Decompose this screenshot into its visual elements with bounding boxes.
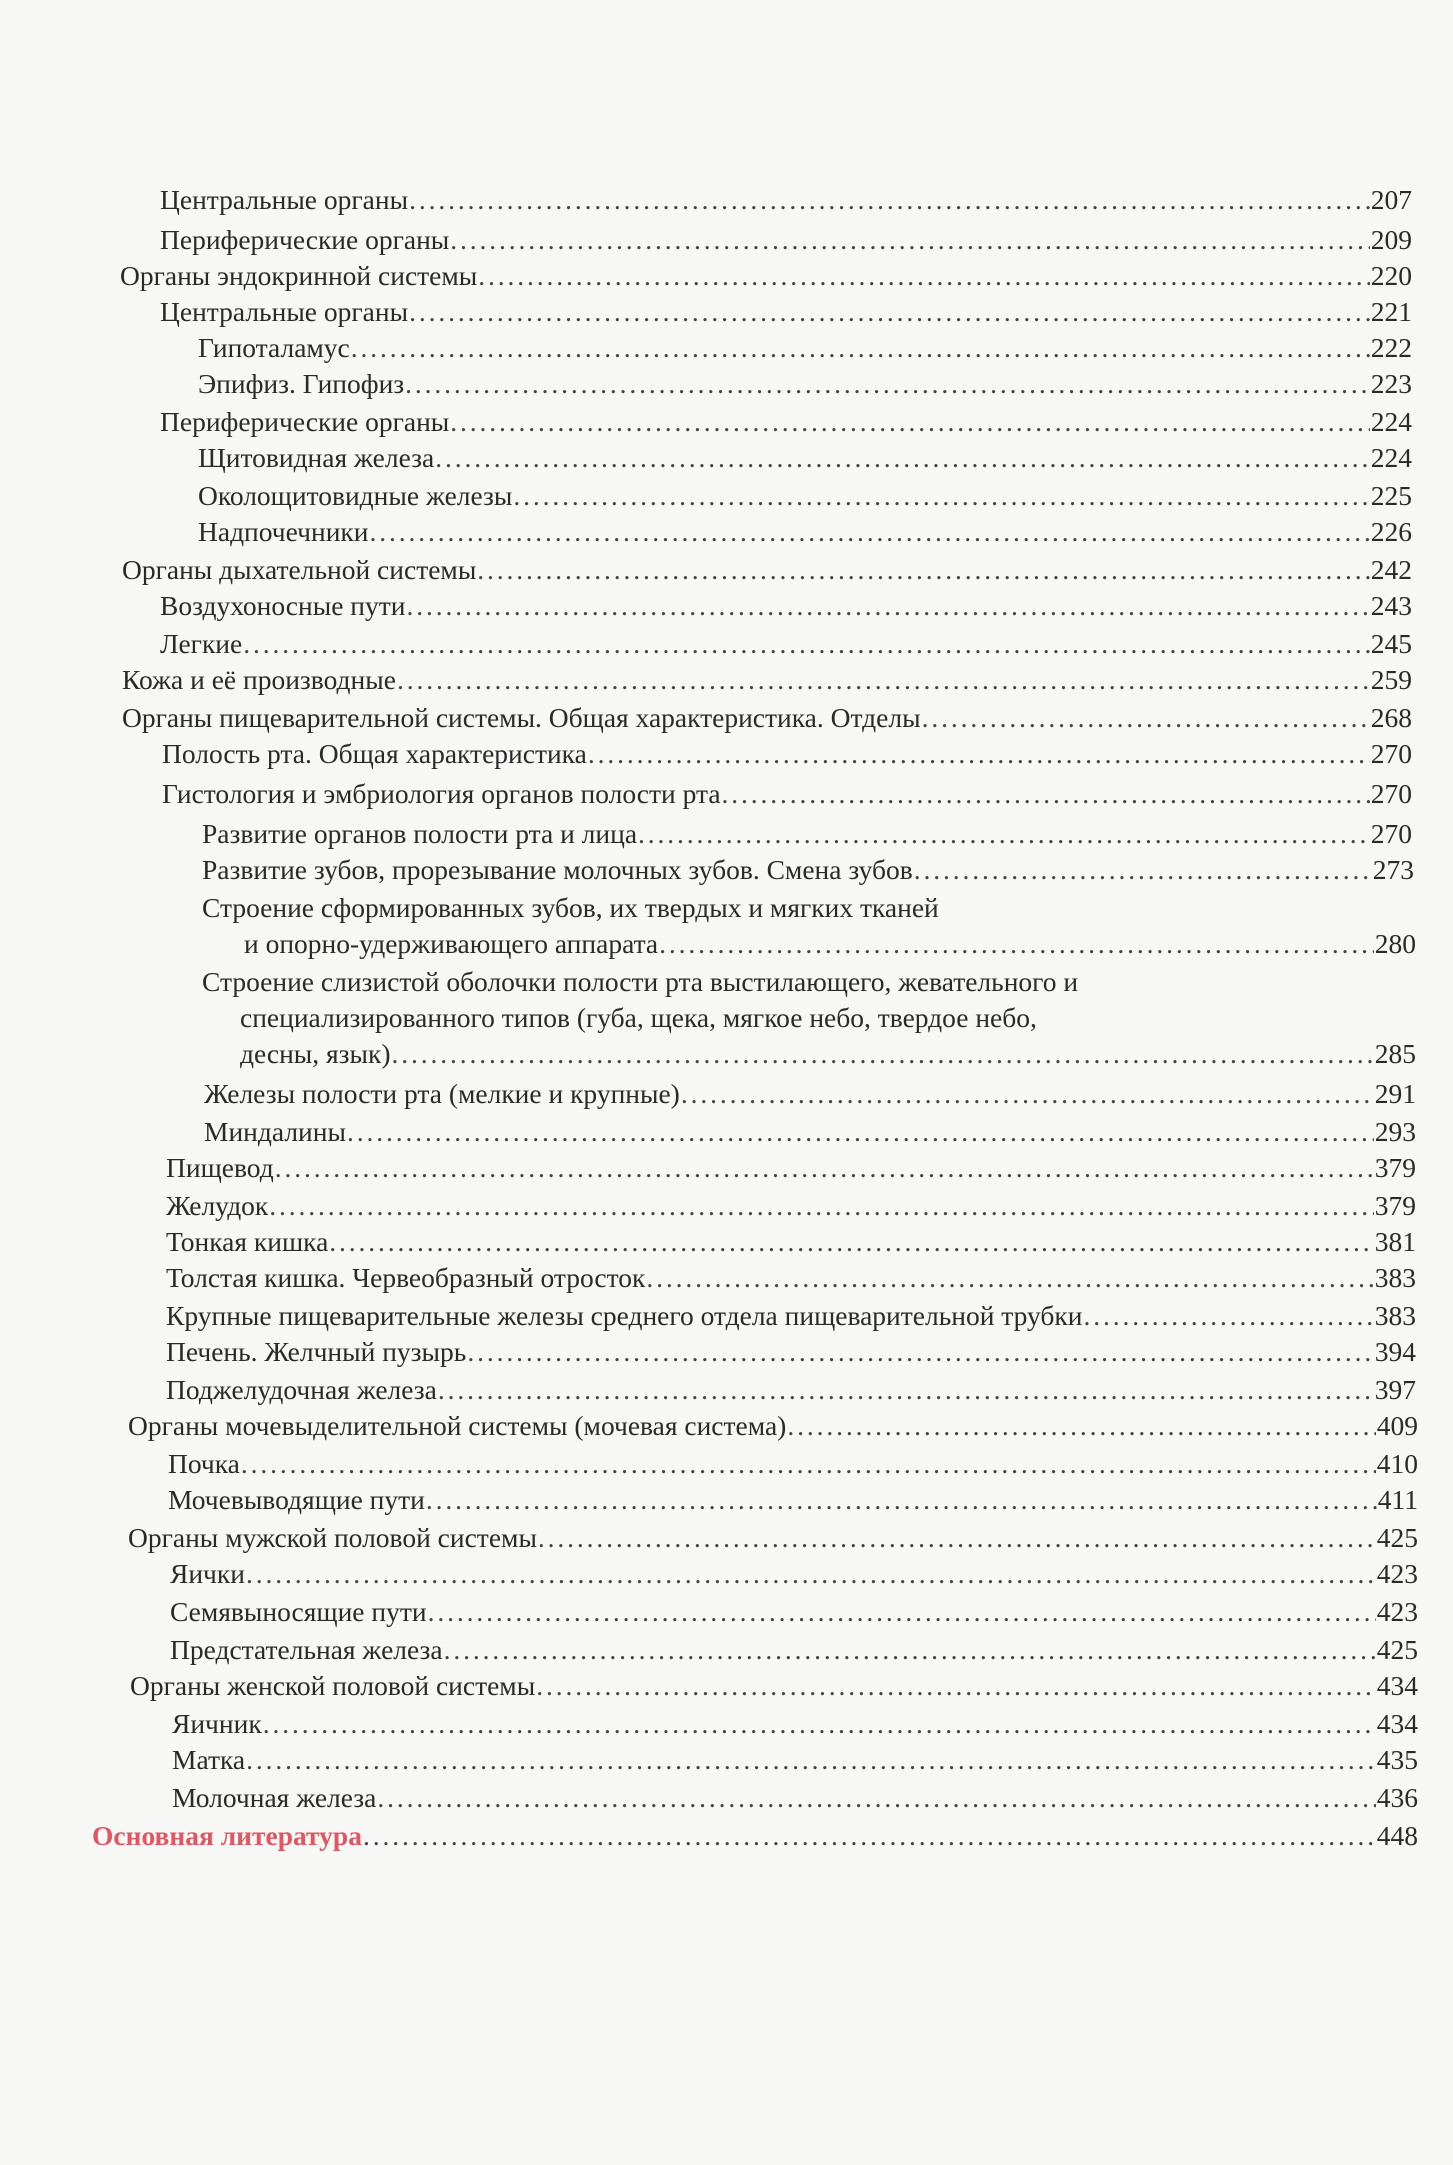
leader-dots bbox=[246, 1742, 1376, 1778]
toc-entry[interactable] bbox=[168, 1446, 1418, 1482]
leader-dots bbox=[246, 1556, 1376, 1592]
toc-entry[interactable] bbox=[160, 222, 1412, 258]
toc-entry-page: 381 bbox=[1374, 1226, 1416, 1257]
toc-entry-title: Органы эндокринной системы bbox=[120, 260, 478, 291]
toc-entry[interactable] bbox=[170, 1632, 1418, 1668]
toc-entry[interactable] bbox=[198, 366, 1412, 402]
leader-dots bbox=[538, 1520, 1376, 1556]
toc-entry-title: Органы мужской половой системы bbox=[128, 1522, 537, 1553]
leader-dots bbox=[444, 1632, 1376, 1668]
toc-entry-page: 224 bbox=[1370, 406, 1412, 437]
toc-entry-page: 243 bbox=[1370, 590, 1412, 621]
toc-entry-title: Полость рта. Общая характеристика bbox=[162, 738, 587, 769]
leader-dots bbox=[405, 366, 1370, 402]
toc-entry-page: 270 bbox=[1370, 778, 1412, 809]
toc-entry[interactable] bbox=[202, 964, 1416, 1072]
toc-entry-title: Поджелудочная железа bbox=[166, 1374, 437, 1405]
toc-entry[interactable] bbox=[204, 1114, 1416, 1150]
leader-dots bbox=[477, 552, 1369, 588]
leader-dots bbox=[922, 700, 1370, 736]
toc-entry[interactable] bbox=[198, 440, 1412, 476]
leader-dots bbox=[363, 1818, 1376, 1854]
toc-entry[interactable] bbox=[160, 404, 1412, 440]
toc-entry-page: 425 bbox=[1376, 1522, 1418, 1553]
toc-entry-page: 285 bbox=[1374, 1038, 1416, 1069]
toc-entry[interactable] bbox=[202, 890, 1416, 962]
toc-entry-title: Тонкая кишка bbox=[166, 1226, 329, 1257]
toc-entry-page: 221 bbox=[1370, 296, 1412, 327]
toc-entry-title: Гипоталамус bbox=[198, 332, 350, 363]
toc-entry[interactable] bbox=[162, 736, 1412, 772]
toc-entry-title: Органы мочевыделительной системы (мочевая система) bbox=[128, 1410, 787, 1441]
toc-entry-page: 270 bbox=[1370, 738, 1412, 769]
toc-entry-title: Основная литература bbox=[92, 1820, 362, 1851]
toc-entry-page: 268 bbox=[1370, 702, 1412, 733]
toc-entry-page: 226 bbox=[1370, 516, 1412, 547]
toc-entry[interactable] bbox=[168, 1482, 1418, 1518]
toc-entry-page: 242 bbox=[1370, 554, 1412, 585]
leader-dots bbox=[438, 1372, 1374, 1408]
toc-entry[interactable] bbox=[166, 1334, 1416, 1370]
toc-entry-title: Яички bbox=[170, 1558, 245, 1589]
toc-entry-page: 222 bbox=[1370, 332, 1412, 363]
leader-dots bbox=[450, 222, 1369, 258]
toc-entry-page: 436 bbox=[1376, 1782, 1418, 1813]
toc-entry-title: Периферические органы bbox=[160, 406, 450, 437]
toc-entry[interactable] bbox=[166, 1298, 1416, 1334]
leader-dots bbox=[1084, 1298, 1374, 1334]
toc-entry-page: 411 bbox=[1377, 1484, 1418, 1515]
toc-entry[interactable] bbox=[128, 1520, 1418, 1556]
toc-entry-title: Пищевод bbox=[166, 1152, 274, 1183]
toc-entry-page: 259 bbox=[1370, 664, 1412, 695]
toc-entry-page: 245 bbox=[1370, 628, 1412, 659]
toc-entry-title: Легкие bbox=[160, 628, 243, 659]
leader-dots bbox=[409, 182, 1370, 218]
toc-entry-title: Щитовидная железа bbox=[198, 442, 435, 473]
toc-entry[interactable] bbox=[160, 588, 1412, 624]
toc-entry-title: Надпочечники bbox=[198, 516, 369, 547]
leader-dots bbox=[681, 1076, 1374, 1112]
toc-entry[interactable] bbox=[170, 1556, 1418, 1592]
toc-entry[interactable] bbox=[122, 662, 1412, 698]
leader-dots bbox=[426, 1482, 1377, 1518]
toc-entry[interactable] bbox=[166, 1260, 1416, 1296]
toc-entry-title: Матка bbox=[172, 1744, 246, 1775]
toc-entry-title: Кожа и её производные bbox=[122, 664, 396, 695]
leader-dots bbox=[513, 478, 1369, 514]
toc-entry-title: Центральные органы bbox=[160, 296, 409, 327]
toc-entry-title: Миндалины bbox=[204, 1116, 346, 1147]
leader-dots bbox=[435, 440, 1370, 476]
leader-dots bbox=[347, 1114, 1374, 1150]
toc-entry-title-line: специализированного типов (губа, щека, мягкое небо, твердое небо, bbox=[240, 1002, 1037, 1033]
toc-entry-page: 224 bbox=[1370, 442, 1412, 473]
toc-entry-title: Эпифиз. Гипофиз bbox=[198, 368, 405, 399]
toc-entry[interactable] bbox=[120, 258, 1412, 294]
toc-entry-page: 423 bbox=[1376, 1558, 1418, 1589]
toc-entry[interactable] bbox=[202, 816, 1412, 852]
leader-dots bbox=[722, 776, 1370, 812]
leader-dots bbox=[467, 1334, 1373, 1370]
leader-dots bbox=[450, 404, 1369, 440]
toc-entry-title: Желудок bbox=[166, 1190, 269, 1221]
toc-entry[interactable] bbox=[198, 478, 1412, 514]
leader-dots bbox=[243, 626, 1370, 662]
toc-entry-title: Развитие зубов, прорезывание молочных зубов. Смена зубов bbox=[202, 854, 913, 885]
toc-entry-title: Почка bbox=[168, 1448, 240, 1479]
toc-entry-page: 425 bbox=[1376, 1634, 1418, 1665]
toc-entry-page: 273 bbox=[1372, 854, 1414, 885]
toc-entry[interactable] bbox=[166, 1150, 1416, 1186]
toc-entry-page: 423 bbox=[1376, 1596, 1418, 1627]
toc-entry-title: Центральные органы bbox=[160, 184, 409, 215]
toc-entry-page: 291 bbox=[1374, 1078, 1416, 1109]
toc-entry[interactable] bbox=[204, 1076, 1416, 1112]
toc-entry-page: 435 bbox=[1376, 1744, 1418, 1775]
leader-dots bbox=[646, 1260, 1373, 1296]
leader-dots bbox=[478, 258, 1369, 294]
leader-dots bbox=[241, 1446, 1376, 1482]
leader-dots bbox=[536, 1668, 1376, 1704]
toc-entry-page: 270 bbox=[1370, 818, 1412, 849]
toc-entry-title: Печень. Желчный пузырь bbox=[166, 1336, 467, 1367]
toc-entry[interactable] bbox=[160, 626, 1412, 662]
toc-entry-title: Крупные пищеварительные железы среднего отдела пищеварительной трубки bbox=[166, 1300, 1083, 1331]
toc-entry-title: Семявыносящие пути bbox=[170, 1596, 427, 1627]
toc-entry-title: Молочная железа bbox=[172, 1782, 377, 1813]
toc-entry-title: Развитие органов полости рта и лица bbox=[202, 818, 638, 849]
toc-entry-page: 434 bbox=[1376, 1670, 1418, 1701]
toc-entry-page: 207 bbox=[1370, 184, 1412, 215]
toc-entry-title: Воздухоносные пути bbox=[160, 590, 406, 621]
toc-entry[interactable] bbox=[160, 294, 1412, 330]
toc-entry-page: 225 bbox=[1370, 480, 1412, 511]
toc-entry-references[interactable] bbox=[92, 1818, 1418, 1854]
leader-dots bbox=[787, 1408, 1375, 1444]
toc-entry-title-line: и опорно-удерживающего аппарата bbox=[244, 928, 659, 959]
toc-entry-page: 383 bbox=[1374, 1262, 1416, 1293]
toc-entry[interactable] bbox=[162, 776, 1412, 812]
leader-dots bbox=[370, 514, 1370, 550]
toc-entry-page: 209 bbox=[1370, 224, 1412, 255]
toc-entry[interactable] bbox=[166, 1188, 1416, 1224]
leader-dots bbox=[263, 1706, 1376, 1742]
toc-entry[interactable] bbox=[170, 1594, 1418, 1630]
toc-entry-page: 223 bbox=[1370, 368, 1412, 399]
toc-entry[interactable] bbox=[198, 514, 1412, 550]
toc-entry-page: 293 bbox=[1374, 1116, 1416, 1147]
leader-dots bbox=[638, 816, 1370, 852]
toc-entry-page: 410 bbox=[1376, 1448, 1418, 1479]
toc-entry[interactable] bbox=[172, 1780, 1418, 1816]
toc-entry-page: 434 bbox=[1376, 1708, 1418, 1739]
toc-entry-page: 280 bbox=[1374, 928, 1416, 959]
toc-entry-title: Органы дыхательной системы bbox=[122, 554, 477, 585]
toc-entry-title-line: Строение слизистой оболочки полости рта выстилающего, жевательного и bbox=[202, 966, 1079, 997]
toc-entry[interactable] bbox=[130, 1668, 1418, 1704]
toc-entry-page: 394 bbox=[1374, 1336, 1416, 1367]
toc-entry[interactable] bbox=[202, 852, 1414, 888]
toc-entry-page: 409 bbox=[1376, 1410, 1418, 1441]
toc-entry-title: Яичник bbox=[172, 1708, 262, 1739]
toc-entry-title: Мочевыводящие пути bbox=[168, 1484, 425, 1515]
leader-dots bbox=[588, 736, 1370, 772]
toc-entry-title: Органы женской половой системы bbox=[130, 1670, 536, 1701]
toc-entry-page: 220 bbox=[1370, 260, 1412, 291]
leader-dots bbox=[407, 588, 1370, 624]
toc-entry-title: Гистология и эмбриология органов полости рта bbox=[162, 778, 721, 809]
toc-entry-title: Периферические органы bbox=[160, 224, 450, 255]
leader-dots bbox=[377, 1780, 1375, 1816]
toc-entry-title: Толстая кишка. Червеобразный отросток bbox=[166, 1262, 646, 1293]
leader-dots bbox=[329, 1224, 1373, 1260]
leader-dots bbox=[397, 662, 1370, 698]
toc-entry[interactable] bbox=[160, 182, 1412, 218]
toc-entry[interactable] bbox=[166, 1224, 1416, 1260]
toc-entry-title: Железы полости рта (мелкие и крупные) bbox=[204, 1078, 680, 1109]
leader-dots bbox=[409, 294, 1370, 330]
toc-entry-page: 379 bbox=[1374, 1190, 1416, 1221]
leader-dots bbox=[659, 926, 1374, 962]
toc-entry[interactable] bbox=[172, 1742, 1418, 1778]
leader-dots bbox=[275, 1150, 1374, 1186]
toc-entry[interactable] bbox=[172, 1706, 1418, 1742]
leader-dots bbox=[392, 1036, 1374, 1072]
toc-entry-page: 379 bbox=[1374, 1152, 1416, 1183]
toc-entry-title: Органы пищеварительной системы. Общая характеристика. Отделы bbox=[122, 702, 921, 733]
toc-entry-page: 383 bbox=[1374, 1300, 1416, 1331]
leader-dots bbox=[428, 1594, 1376, 1630]
leader-dots bbox=[914, 852, 1372, 888]
toc-entry[interactable] bbox=[166, 1372, 1416, 1408]
toc-entry-page: 397 bbox=[1374, 1374, 1416, 1405]
toc-entry[interactable] bbox=[128, 1408, 1418, 1444]
toc-entry[interactable] bbox=[198, 330, 1412, 366]
toc-entry-title: Околощитовидные железы bbox=[198, 480, 513, 511]
toc-entry-title-line: Строение сформированных зубов, их твердых и мягких тканей bbox=[202, 892, 939, 923]
toc-entry-page: 448 bbox=[1376, 1820, 1418, 1851]
toc-entry[interactable] bbox=[122, 552, 1412, 588]
leader-dots bbox=[269, 1188, 1373, 1224]
leader-dots bbox=[351, 330, 1370, 366]
toc-entry[interactable] bbox=[122, 700, 1412, 736]
toc-entry-title-line: десны, язык) bbox=[240, 1038, 391, 1069]
toc-entry-title: Предстательная железа bbox=[170, 1634, 443, 1665]
